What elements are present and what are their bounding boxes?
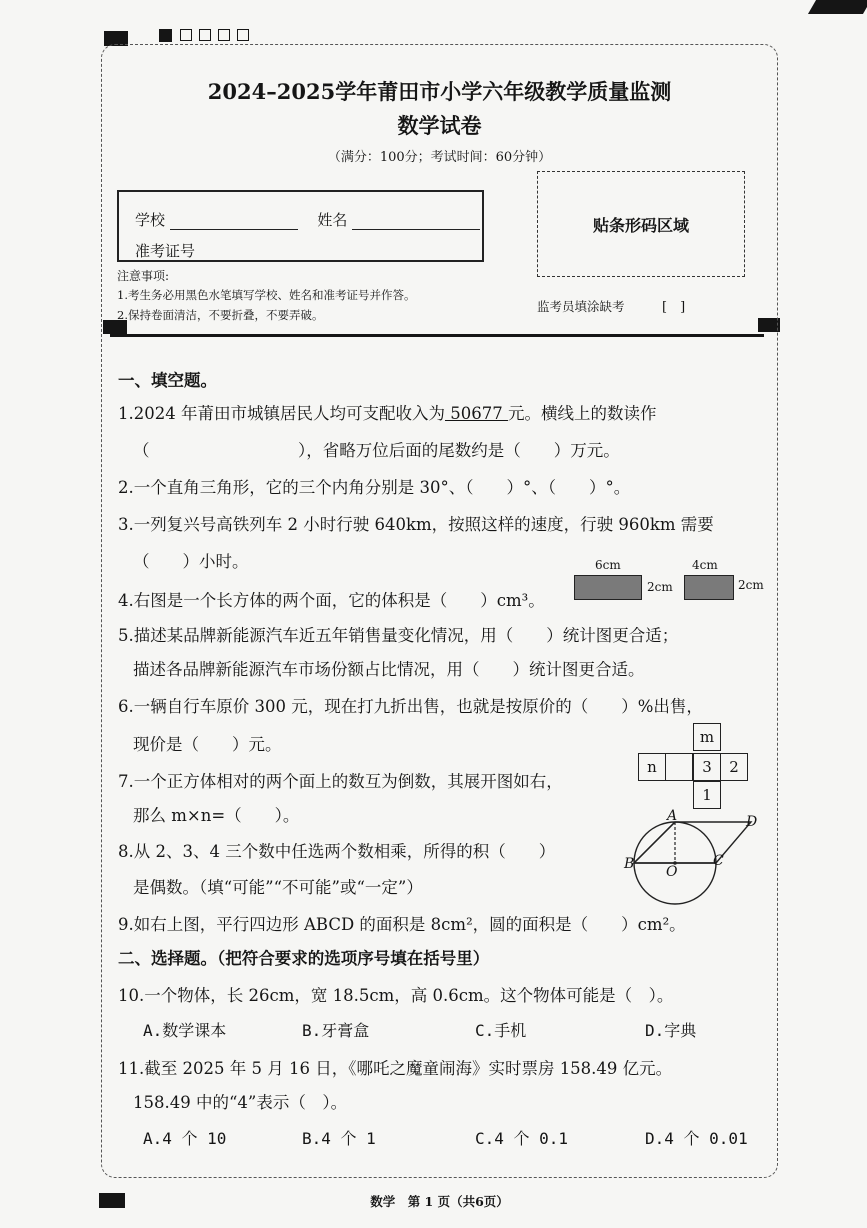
registration-mark-top-right [808, 0, 867, 14]
cuboid-face-1 [574, 575, 642, 600]
school-label: 学校 [135, 211, 166, 229]
note-2: 2.保持卷面清洁，不要折叠，不要弄破。 [117, 308, 324, 322]
face2-top-label: 4cm [692, 558, 718, 572]
question-2: 2.一个直角三角形，它的三个内角分别是 30°、（ ）°、（ ）°。 [118, 478, 631, 497]
question-6-line2: 现价是（ ）元。 [133, 735, 282, 754]
question-4: 4.右图是一个长方体的两个面，它的体积是（ ）cm³。 [118, 591, 545, 610]
face2-side-label: 2cm [738, 578, 764, 592]
school-field[interactable] [170, 229, 298, 230]
registration-box-1 [180, 29, 192, 41]
point-c-label: C [713, 853, 724, 869]
question-7-line1: 7.一个正方体相对的两个面上的数互为倒数，其展开图如右， [118, 772, 563, 791]
face1-side-label: 2cm [647, 580, 673, 594]
name-field[interactable] [352, 229, 480, 230]
name-label: 姓名 [317, 211, 348, 229]
question-11-line1: 11.截至 2025 年 5 月 16 日，《哪吒之魔童闹海》实时票房 158.49 亿元。 [118, 1059, 673, 1078]
section1-title: 一、填空题。 [118, 371, 217, 390]
q11-option-b: B.4 个 1 [302, 1129, 376, 1148]
parallelogram [634, 822, 751, 863]
question-5-line1: 5.描述某品牌新能源汽车近五年销售量变化情况，用（ ）统计图更合适； [118, 626, 679, 645]
point-a-label: A [667, 808, 678, 824]
q1-text-a: 1.2024 年莆田市城镇居民人均可支配收入为 [118, 404, 445, 423]
page-footer: 数学 第 1 页（共6页） [370, 1194, 509, 1209]
notes-heading: 注意事项: [117, 269, 170, 283]
question-6-line1: 6.一辆自行车原价 300 元，现在打九折出售，也就是按原价的（ ）%出售， [118, 697, 703, 716]
net-face-3: 3 [693, 753, 721, 781]
question-11-line2: 158.49 中的“4”表示（ ）。 [133, 1093, 348, 1112]
q10-option-c: C.手机 [475, 1021, 527, 1040]
question-1-line1 [118, 400, 656, 424]
question-3-line1: 3.一列复兴号高铁列车 2 小时行驶 640km，按照这样的速度，行驶 960km 需要 [118, 515, 714, 534]
registration-mark-top-square [159, 29, 172, 42]
exam-number-label: 准考证号 [135, 242, 196, 260]
question-5-line2: 描述各品牌新能源汽车市场份额占比情况，用（ ）统计图更合适。 [133, 660, 645, 679]
registration-box-3 [218, 29, 230, 41]
q11-option-a: A.4 个 10 [143, 1129, 227, 1148]
exam-number-field[interactable] [200, 260, 480, 261]
absence-bracket[interactable]: [ ] [662, 300, 686, 315]
net-face-n: n [638, 753, 666, 781]
question-8-line2: 是偶数。（填“可能”“不可能”或“一定”） [133, 878, 423, 897]
q10-option-d: D.字典 [645, 1021, 697, 1040]
q1-text-b: 元。横线上的数读作 [507, 404, 657, 423]
note-1: 1.考生务必用黑色水笔填写学校、姓名和准考证号并作答。 [117, 288, 416, 302]
question-10: 10.一个物体，长 26cm，宽 18.5cm，高 0.6cm。这个物体可能是（ ）。 [118, 986, 674, 1005]
header-divider [110, 334, 764, 337]
exam-subtitle: 数学试卷 [397, 113, 482, 138]
point-o-label: O [666, 864, 678, 880]
q1-value: 50677 [444, 404, 508, 423]
net-face-m: m [693, 723, 721, 751]
student-info-box [117, 190, 484, 262]
question-9: 9.如右上图，平行四边形 ABCD 的面积是 8cm²，圆的面积是（ ）cm²。 [118, 915, 686, 934]
q11-option-d: D.4 个 0.01 [645, 1129, 748, 1148]
question-3-line2: （ ）小时。 [133, 552, 249, 571]
net-face-blank [665, 753, 693, 781]
net-face-1: 1 [693, 781, 721, 809]
q11-option-c: C.4 个 0.1 [475, 1129, 569, 1148]
registration-box-2 [199, 29, 211, 41]
question-8-line1: 8.从 2、3、4 三个数中任选两个数相乘，所得的积（ ） [118, 842, 556, 861]
point-d-label: D [746, 814, 758, 830]
section2-title: 二、选择题。（把符合要求的选项序号填在括号里） [118, 949, 490, 968]
exam-info: （满分：100分；考试时间：60分钟） [327, 150, 552, 165]
exam-title: 2024–2025学年莆田市小学六年级教学质量监测 [207, 79, 672, 104]
point-b-label: B [624, 856, 635, 872]
net-face-2: 2 [720, 753, 748, 781]
face1-top-label: 6cm [595, 558, 621, 572]
registration-box-4 [237, 29, 249, 41]
barcode-label: 贴条形码区域 [592, 216, 689, 235]
question-7-line2: 那么 m×n=（ ）。 [133, 806, 300, 825]
barcode-area [537, 171, 745, 277]
question-1-line2: （ ），省略万位后面的尾数约是（ ）万元。 [133, 441, 620, 460]
q10-option-b: B.牙膏盒 [302, 1021, 370, 1040]
cuboid-face-2 [684, 575, 734, 600]
q10-option-a: A.数学课本 [143, 1021, 227, 1040]
proctor-label: 监考员填涂缺考 [537, 299, 625, 314]
